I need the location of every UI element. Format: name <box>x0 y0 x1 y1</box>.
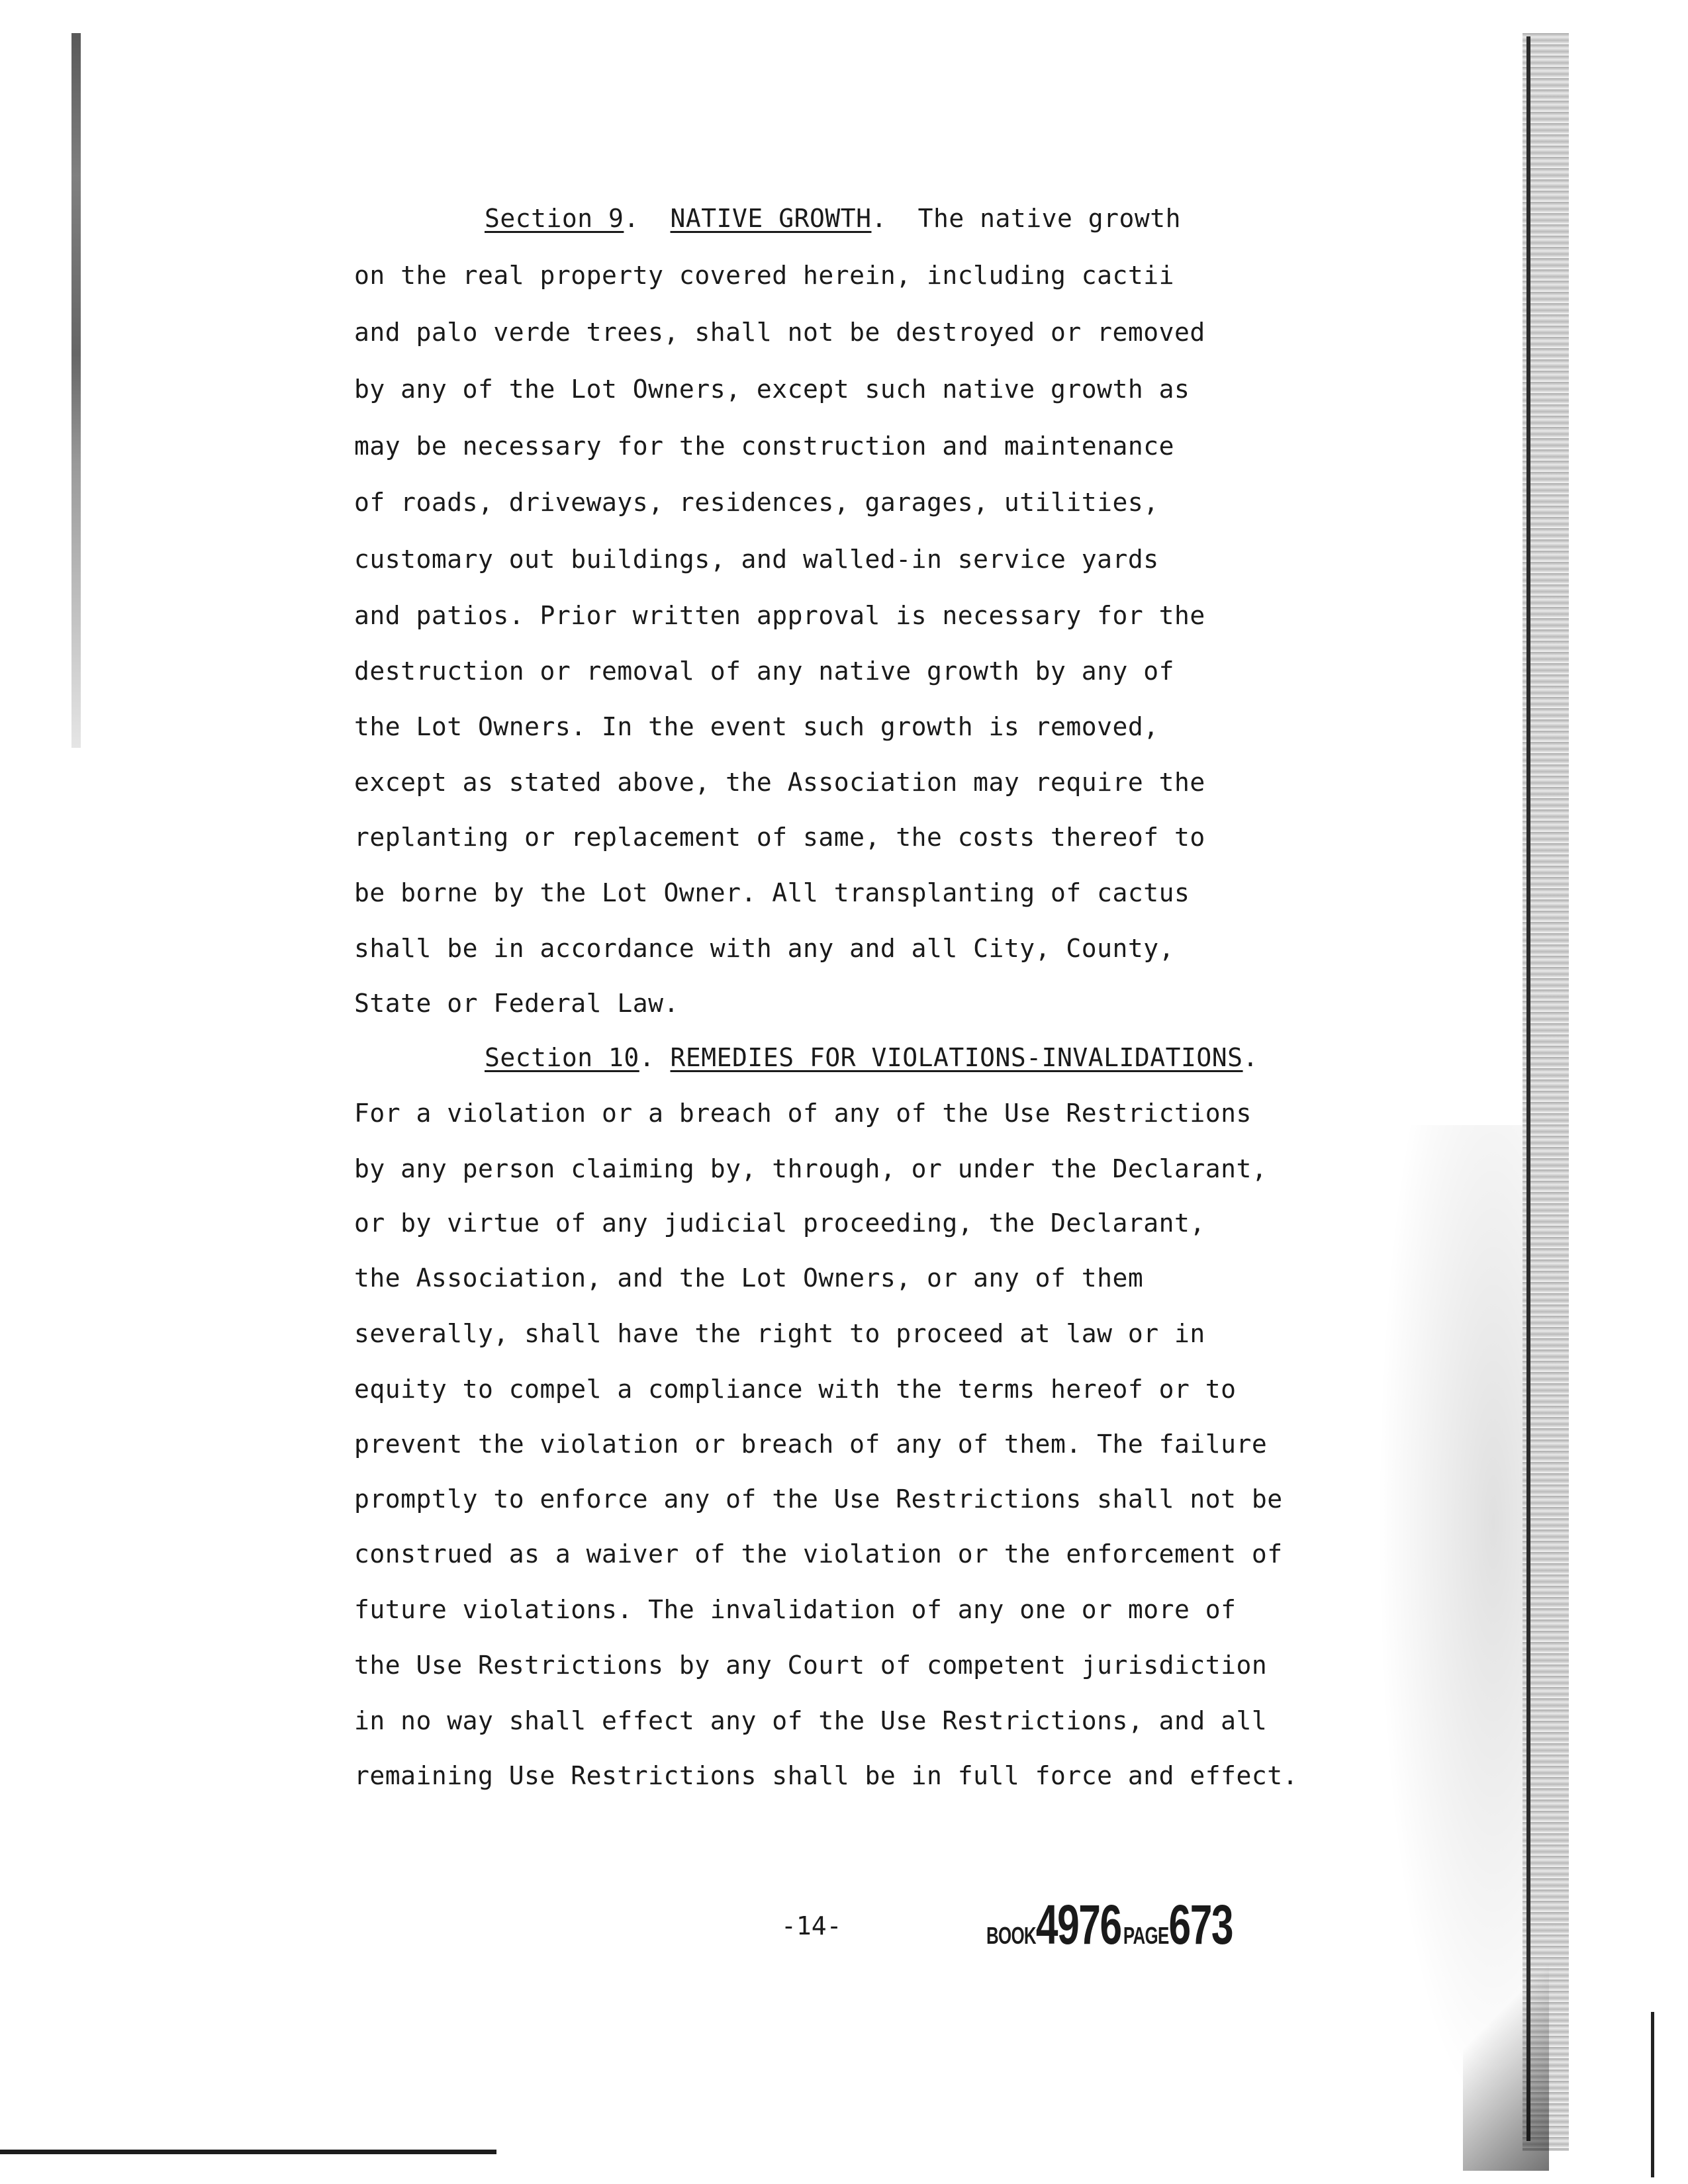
section-9-line: destruction or removal of any native growth by any of <box>354 657 1175 686</box>
section-10-line: by any person claiming by, through, or under the Declarant, <box>354 1154 1268 1183</box>
section-9-line: State or Federal Law. <box>354 989 679 1018</box>
section-9-label: Section 9 <box>485 204 624 233</box>
section-10-line: severally, shall have the right to proceed at law or in <box>354 1319 1205 1348</box>
scan-corner-shadow <box>1463 1959 1549 2171</box>
section-10-line: construed as a waiver of the violation or the enforcement of <box>354 1539 1283 1569</box>
scan-edge-bar <box>1651 2012 1654 2177</box>
section-9-line: and patios. Prior written approval is necessary for the <box>354 601 1205 630</box>
section-10-line: future violations. The invalidation of any one or more of <box>354 1595 1237 1624</box>
section-9-line: be borne by the Lot Owner. All transplanting of cactus <box>354 878 1190 907</box>
book-label: BOOK <box>986 1922 1036 1949</box>
section-10-line: the Association, and the Lot Owners, or any of them <box>354 1263 1144 1293</box>
section-10-heading-line: Section 10. REMEDIES FOR VIOLATIONS-INVALIDATIONS. <box>485 1043 1258 1072</box>
page-ref: 673 <box>1168 1893 1233 1956</box>
section-9-line: except as stated above, the Association may require the <box>354 768 1205 797</box>
section-10-line: prevent the violation or breach of any of them. The failure <box>354 1430 1268 1459</box>
recording-stamp <box>986 1893 1233 1957</box>
section-9-line: the Lot Owners. In the event such growth is removed, <box>354 712 1159 741</box>
section-9-first-line-text: The native growth <box>917 204 1182 233</box>
section-9-heading-line: Section 9. NATIVE GROWTH. The native growth <box>485 204 1182 233</box>
page-number: -14- <box>781 1911 842 1940</box>
scan-bottom-bar <box>0 2150 496 2154</box>
section-10-title: REMEDIES FOR VIOLATIONS-INVALIDATIONS <box>670 1043 1243 1072</box>
section-9-line: and palo verde trees, shall not be destroyed or removed <box>354 318 1205 347</box>
page-label: PAGE <box>1123 1922 1169 1949</box>
section-9-line: on the real property covered herein, including cactii <box>354 261 1175 290</box>
section-10-line: equity to compel a compliance with the terms hereof or to <box>354 1375 1237 1404</box>
section-10-line: promptly to enforce any of the Use Restrictions shall not be <box>354 1484 1283 1514</box>
book-number: 4976 <box>1035 1893 1121 1956</box>
section-9-line: customary out buildings, and walled-in service yards <box>354 545 1159 574</box>
section-9-line: shall be in accordance with any and all City, County, <box>354 934 1175 963</box>
section-10-line: remaining Use Restrictions shall be in full force and effect. <box>354 1761 1299 1790</box>
section-10-line: the Use Restrictions by any Court of competent jurisdiction <box>354 1651 1268 1680</box>
section-9-line: by any of the Lot Owners, except such native growth as <box>354 375 1190 404</box>
scan-edge-left <box>71 33 81 748</box>
section-10-line: For a violation or a breach of any of the Use Restrictions <box>354 1099 1252 1128</box>
section-9-line: of roads, driveways, residences, garages, utilities, <box>354 488 1159 517</box>
scan-edge-right-line <box>1526 36 1530 2141</box>
section-10-line: in no way shall effect any of the Use Restrictions, and all <box>354 1706 1268 1735</box>
section-9-title: NATIVE GROWTH <box>670 204 872 233</box>
section-9-line: may be necessary for the construction and maintenance <box>354 432 1175 461</box>
section-10-line: or by virtue of any judicial proceeding, the Declarant, <box>354 1208 1205 1238</box>
section-10-label: Section 10 <box>485 1043 639 1072</box>
section-9-line: replanting or replacement of same, the costs thereof to <box>354 823 1205 852</box>
